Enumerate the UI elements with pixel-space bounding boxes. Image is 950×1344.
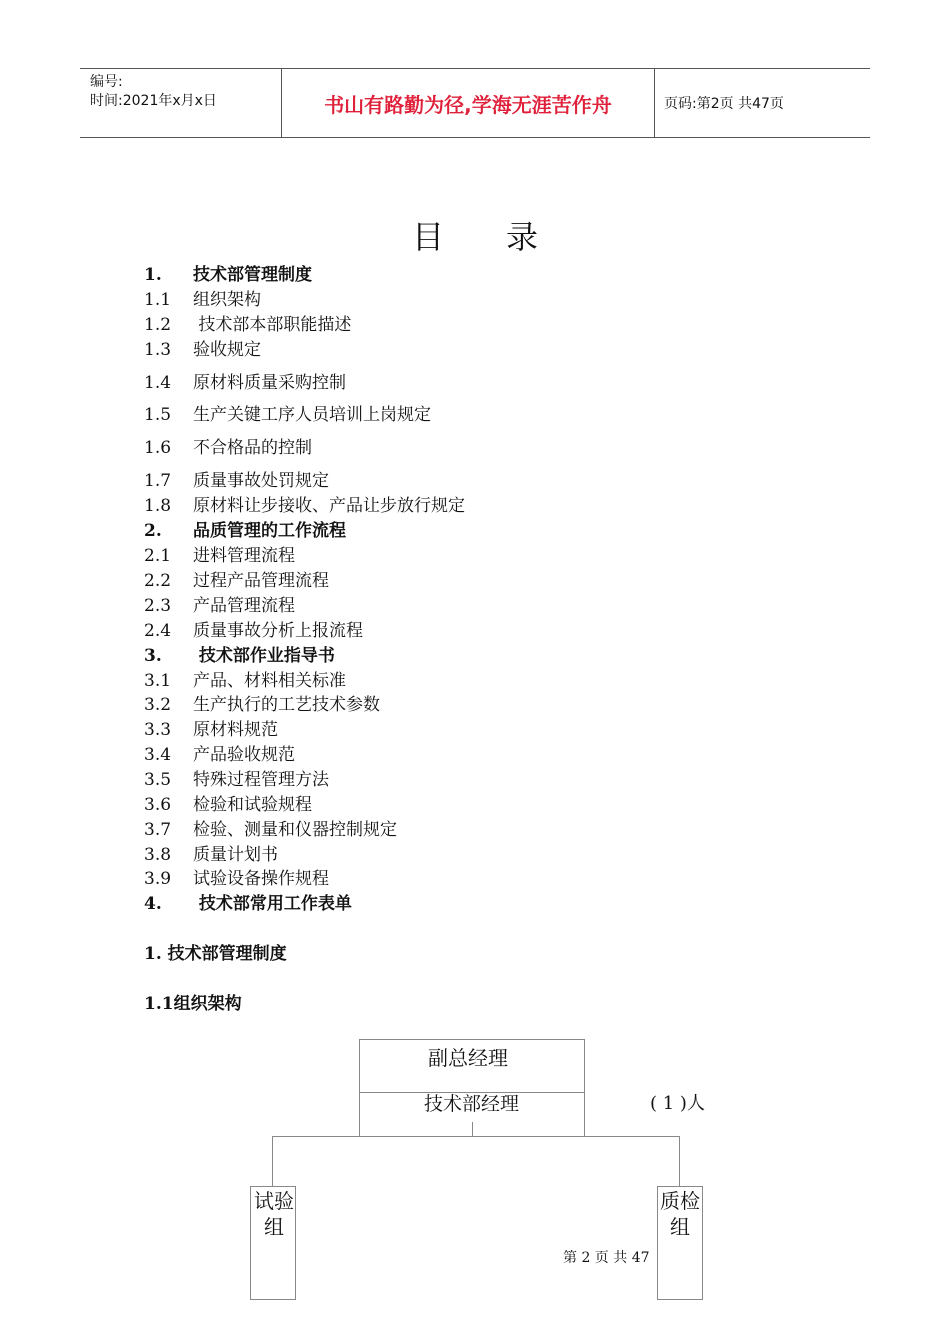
section-heading: 1. 技术部管理制度 xyxy=(144,944,287,964)
toc-item-text: 技术部作业指导书 xyxy=(193,646,335,666)
toc-item-text: 原材料质量采购控制 xyxy=(193,373,346,393)
toc-item-text: 检验、测量和仪器控制规定 xyxy=(193,820,397,840)
toc-item-text: 原材料让步接收、产品让步放行规定 xyxy=(193,496,465,516)
toc-item xyxy=(144,310,351,335)
toc-item xyxy=(144,566,329,591)
toc-item xyxy=(144,368,346,393)
toc-item-text: 生产执行的工艺技术参数 xyxy=(193,695,380,715)
toc-item xyxy=(144,516,346,541)
toc-item xyxy=(144,864,329,889)
toc-item-text: 生产关键工序人员培训上岗规定 xyxy=(193,405,431,425)
org-deputy-gm: 副总经理 xyxy=(428,1046,508,1070)
toc-item-text: 品质管理的工作流程 xyxy=(193,521,346,541)
toc-item-text: 特殊过程管理方法 xyxy=(193,770,329,790)
toc-item xyxy=(144,591,295,616)
header-page-info: 页码:第2页 共47页 xyxy=(664,96,784,112)
toc-item-number: 3. xyxy=(144,646,162,666)
org-connector xyxy=(272,1136,273,1186)
org-test-group: 试验组 xyxy=(254,1189,294,1239)
toc-item-text: 产品管理流程 xyxy=(193,596,295,616)
toc-item-text: 进料管理流程 xyxy=(193,546,295,566)
toc-item-text: 过程产品管理流程 xyxy=(193,571,329,591)
toc-item-number: 2.3 xyxy=(144,596,172,616)
toc-item-text: 原材料规范 xyxy=(193,720,278,740)
toc-item xyxy=(144,715,278,740)
page-title: 目录 xyxy=(411,218,600,256)
toc-item-text: 产品、材料相关标准 xyxy=(193,671,346,691)
toc-item-text: 检验和试验规程 xyxy=(193,795,312,815)
toc-item xyxy=(144,285,261,310)
toc-item xyxy=(144,491,465,516)
number-label: 编号: xyxy=(90,74,123,90)
org-qc-group: 质检组 xyxy=(660,1189,700,1239)
toc-item xyxy=(144,466,329,491)
page-footer: 第 2 页 共 47 xyxy=(563,1250,650,1266)
toc-item xyxy=(144,641,335,666)
toc-item xyxy=(144,815,397,840)
toc-item-number: 3.1 xyxy=(144,671,172,691)
org-headcount: ( 1 )人 xyxy=(650,1093,705,1114)
toc-item xyxy=(144,260,312,285)
toc-item-number: 2. xyxy=(144,521,162,541)
toc-item-text: 技术部管理制度 xyxy=(193,265,312,285)
header-left xyxy=(90,73,217,111)
toc-item-number: 3.8 xyxy=(144,845,172,865)
toc-item-text: 质量事故处罚规定 xyxy=(193,471,329,491)
toc-item-number: 1.4 xyxy=(144,373,172,393)
toc-item xyxy=(144,840,278,865)
subsection-heading: 1.1组织架构 xyxy=(144,994,242,1014)
toc-item xyxy=(144,790,312,815)
toc-item-text: 技术部常用工作表单 xyxy=(193,894,352,914)
toc-item xyxy=(144,541,295,566)
toc-item-number: 1.2 xyxy=(144,315,172,335)
toc-item-number: 2.1 xyxy=(144,546,172,566)
toc-item xyxy=(144,335,261,360)
toc-item-number: 3.2 xyxy=(144,695,172,715)
toc-item-number: 3.6 xyxy=(144,795,172,815)
toc-item-number: 1.3 xyxy=(144,340,172,360)
org-connector xyxy=(472,1122,473,1136)
toc-item-number: 3.7 xyxy=(144,820,172,840)
toc-item-number: 2.4 xyxy=(144,621,172,641)
org-connector xyxy=(679,1136,680,1186)
toc-item-text: 技术部本部职能描述 xyxy=(193,315,352,335)
org-tech-manager: 技术部经理 xyxy=(424,1093,520,1115)
toc-item-text: 不合格品的控制 xyxy=(193,438,312,458)
toc-item-number: 2.2 xyxy=(144,571,172,591)
toc-item-number: 1. xyxy=(144,265,162,285)
toc-item xyxy=(144,433,312,458)
toc-item-text: 质量计划书 xyxy=(193,845,278,865)
toc-item-number: 1.1 xyxy=(144,290,172,310)
toc-item-number: 1.7 xyxy=(144,471,172,491)
document-header xyxy=(80,68,870,138)
toc-item xyxy=(144,765,329,790)
time-label: 时间:2021年x月x日 xyxy=(90,93,217,109)
toc-item-text: 质量事故分析上报流程 xyxy=(193,621,363,641)
header-divider xyxy=(654,69,655,137)
toc-item xyxy=(144,889,352,914)
toc-item xyxy=(144,666,346,691)
toc-item xyxy=(144,400,431,425)
toc-item-number: 1.6 xyxy=(144,438,172,458)
toc-item-text: 验收规定 xyxy=(193,340,261,360)
toc-item-text: 产品验收规范 xyxy=(193,745,295,765)
toc-item-number: 1.8 xyxy=(144,496,172,516)
header-motto: 书山有路勤为径,学海无涯苦作舟 xyxy=(324,92,612,117)
toc-item-number: 3.3 xyxy=(144,720,172,740)
toc-item-number: 3.4 xyxy=(144,745,172,765)
toc-item xyxy=(144,740,295,765)
toc-item xyxy=(144,616,363,641)
toc-item-text: 试验设备操作规程 xyxy=(193,869,329,889)
org-connector xyxy=(272,1136,680,1137)
toc-item-text: 组织架构 xyxy=(193,290,261,310)
toc-item xyxy=(144,690,380,715)
toc-item-number: 3.9 xyxy=(144,869,172,889)
toc-item-number: 3.5 xyxy=(144,770,172,790)
toc-item-number: 1.5 xyxy=(144,405,172,425)
toc-item-number: 4. xyxy=(144,894,162,914)
